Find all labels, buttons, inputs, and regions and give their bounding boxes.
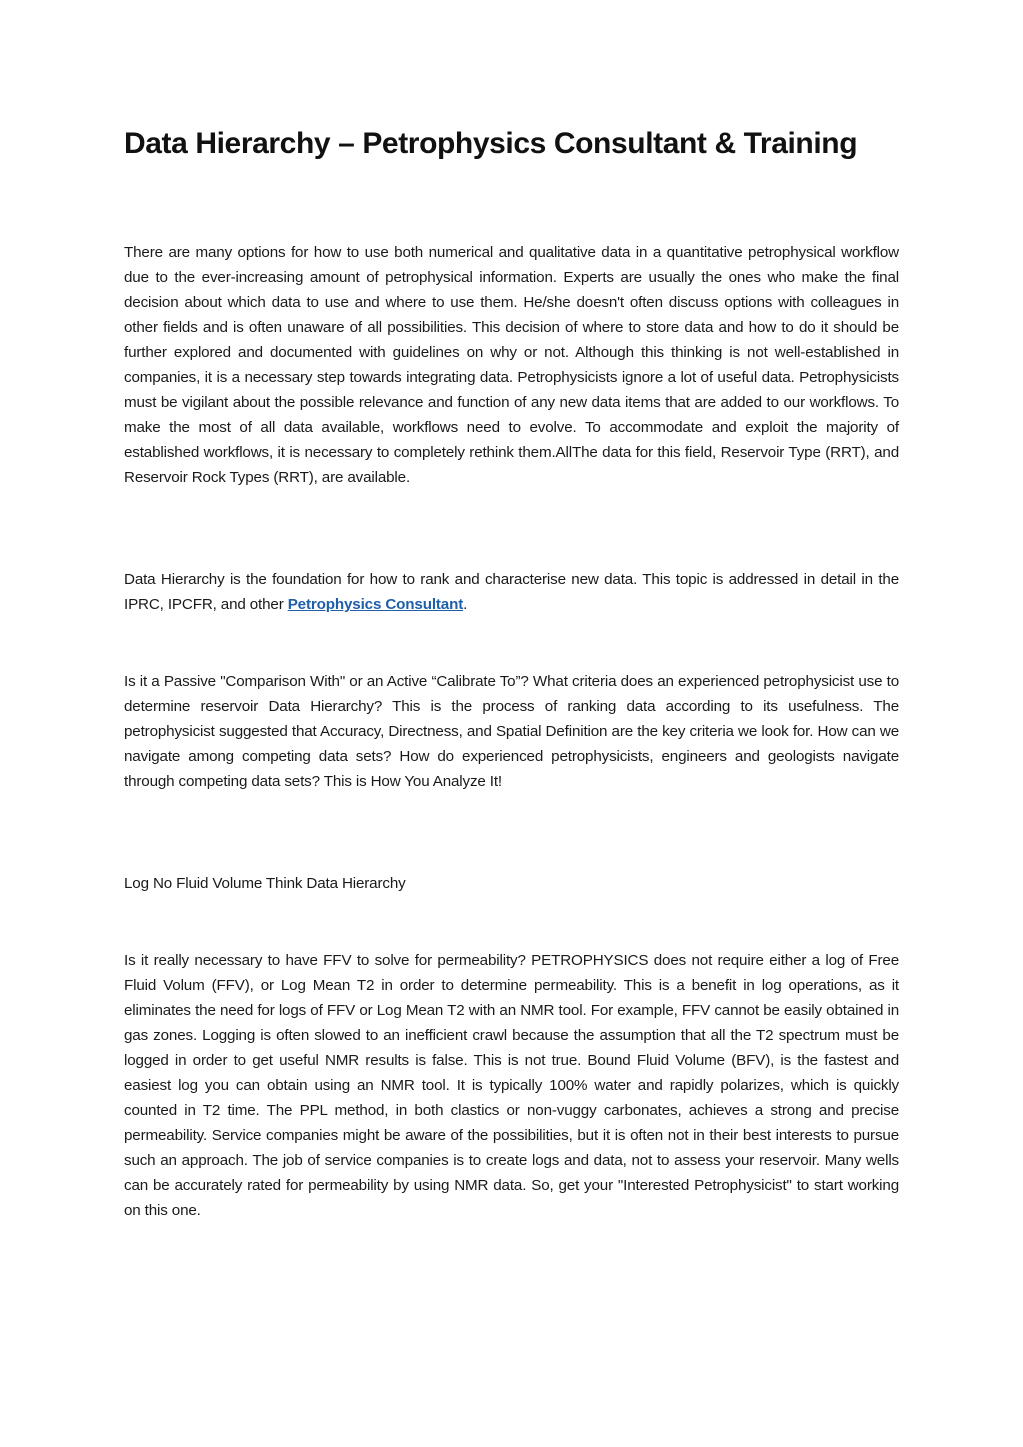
document-title: Data Hierarchy – Petrophysics Consultant & Training xyxy=(124,127,858,160)
paragraph-comparison: Is it a Passive "Comparison With" or an Active “Calibrate To”? What criteria does an experienced petrophysicist use to determine reservoir Data Hierarchy? This is the process of ranking data according to its usefulness. The petrophysicist suggested that Accuracy, Directness, and Spatial Definition are the key criteria we look for. How can we navigate among competing data sets? How do experienced petrophysicists, engineers and geologists navigate through competing data sets? This is How You Analyze It! xyxy=(124,673,899,790)
section-heading-log-no-fluid: Log No Fluid Volume Think Data Hierarchy xyxy=(124,875,406,892)
paragraph-ffv-permeability: Is it really necessary to have FFV to solve for permeability? PETROPHYSICS does not require either a log of Free Fluid Volum (FFV), or Log Mean T2 in order to determine permeability. This is a benefit in log operations, as it eliminates the need for logs of FFV or Log Mean T2 with an NMR tool. For example, FFV cannot be easily obtained in gas zones. Logging is often slowed to an inefficient crawl because the assumption that all the T2 spectrum must be logged in order to get useful NMR results is false. This is not true. Bound Fluid Volume (BFV), is the fastest and easiest log you can obtain using an NMR tool. It is typically 100% water and rapidly polarizes, which is quickly counted in T2 time. The PPL method, in both clastics or non-vuggy carbonates, achieves a strong and precise permeability. Service companies might be aware of the possibilities, but it is often not in their best interests to pursue such an approach. The job of service companies is to create logs and data, not to assess your reservoir. Many wells can be accurately rated for permeability by using NMR data. So, get your "Interested Petrophysicist" to start working on this one. xyxy=(124,952,899,1219)
paragraph-data-hierarchy xyxy=(124,567,899,617)
paragraph-text: Data Hierarchy is the foundation for how to rank and characterise new data. This topic is addressed in detail in the IPRC, IPCFR, and other xyxy=(124,571,899,613)
paragraph-intro: There are many options for how to use both numerical and qualitative data in a quantitative petrophysical workflow due to the ever-increasing amount of petrophysical information. Experts are usually the ones who make the final decision about which data to use and where to use them. He/she doesn't often discuss options with colleagues in other fields and is often unaware of all possibilities. This decision of where to store data and how to do it should be further explored and documented with guidelines on why or not. Although this thinking is not well-established in companies, it is a necessary step towards integrating data. Petrophysicists ignore a lot of useful data. Petrophysicists must be vigilant about the possible relevance and function of any new data items that are added to our workflows. To make the most of all data available, workflows need to evolve. To accommodate and exploit the majority of established workflows, it is necessary to completely rethink them.AllThe data for this field, Reservoir Type (RRT), and Reservoir Rock Types (RRT), are available. xyxy=(124,244,899,486)
paragraph-text-end: . xyxy=(463,596,468,613)
petrophysics-consultant-link[interactable]: Petrophysics Consultant xyxy=(287,596,464,613)
